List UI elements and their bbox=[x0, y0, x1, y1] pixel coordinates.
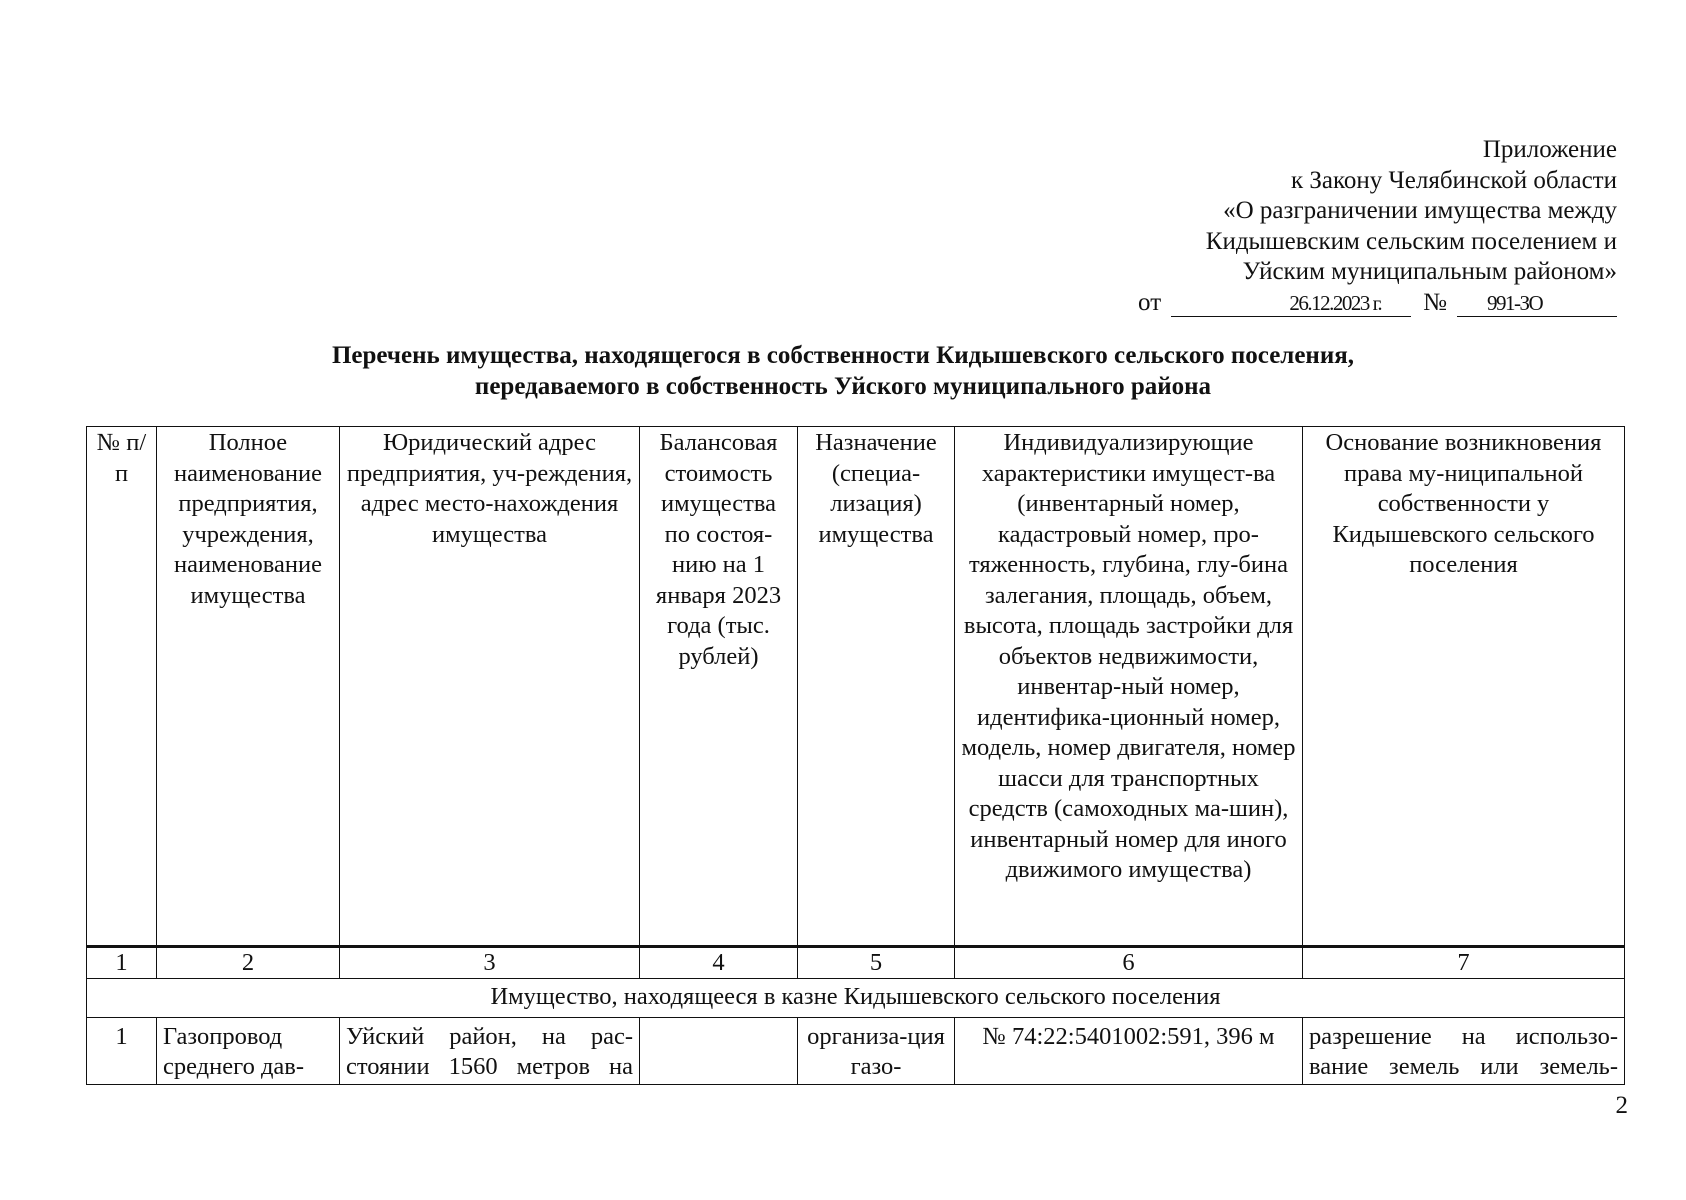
header-cell-purpose: Назначение (специа-лизация) имущества bbox=[798, 427, 955, 947]
title-line-1: Перечень имущества, находящегося в собственности Кидышевского сельского поселения, bbox=[331, 342, 1355, 369]
column-number-row bbox=[87, 947, 1625, 979]
number-sign: № bbox=[1423, 288, 1447, 316]
row-number: 1 bbox=[87, 1017, 157, 1084]
column-number: 6 bbox=[955, 947, 1303, 979]
header-cell-basis: Основание возникновения права му-ниципальной собственности у Кидышевского сельского поселения bbox=[1303, 427, 1625, 947]
appendix-block bbox=[1138, 135, 1617, 318]
header-cell-address: Юридический адрес предприятия, уч-реждения, адрес место-нахождения имущества bbox=[340, 427, 640, 947]
header-cell-number: № п/п bbox=[87, 427, 157, 947]
document-title bbox=[0, 340, 1686, 402]
title-line-2: передаваемого в собственность Уйского муниципального района bbox=[474, 373, 1212, 400]
header-cell-name: Полное наименование предприятия, учреждения, наименование имущества bbox=[157, 427, 340, 947]
appendix-line: «О разграничении имущества между bbox=[1223, 197, 1617, 224]
row-balance bbox=[640, 1017, 798, 1084]
law-number-field: 991-ЗО bbox=[1457, 290, 1617, 317]
column-number: 1 bbox=[87, 947, 157, 979]
property-table bbox=[86, 426, 1625, 1085]
date-prefix: от bbox=[1138, 288, 1162, 316]
row-address: Уйский район, на рас-стоянии 1560 метров на bbox=[340, 1017, 640, 1084]
law-date-field: 26.12.2023 г. bbox=[1171, 290, 1411, 317]
law-date-number-line bbox=[1138, 288, 1617, 319]
row-purpose: организа-ция газо- bbox=[798, 1017, 955, 1084]
row-basis: разрешение на использо-вание земель или земель- bbox=[1303, 1017, 1625, 1084]
column-number: 3 bbox=[340, 947, 640, 979]
column-number: 7 bbox=[1303, 947, 1625, 979]
appendix-line: Приложение bbox=[1482, 136, 1617, 163]
section-title: Имущество, находящееся в казне Кидышевского сельского поселения bbox=[87, 979, 1625, 1018]
table-row bbox=[87, 1017, 1625, 1084]
column-number: 2 bbox=[157, 947, 340, 979]
appendix-line: к Закону Челябинской области bbox=[1291, 166, 1617, 194]
appendix-line: Кидышевским сельским поселением и bbox=[1205, 227, 1617, 255]
page-number: 2 bbox=[1615, 1092, 1628, 1119]
column-number: 5 bbox=[798, 947, 955, 979]
row-characteristics: № 74:22:5401002:591, 396 м bbox=[955, 1017, 1303, 1084]
section-row bbox=[87, 979, 1625, 1018]
header-cell-balance: Балансовая стоимость имущества по состоя-нию на 1 января 2023 года (тыс. рублей) bbox=[640, 427, 798, 947]
row-name: Газопровод среднего дав- bbox=[157, 1017, 340, 1084]
column-number: 4 bbox=[640, 947, 798, 979]
header-cell-characteristics: Индивидуализирующие характеристики имущест-ва (инвентарный номер, кадастровый номер, про-тяженность, глубина, глу-бина залегания, площадь, объем, высота, площадь застройки для объектов недвижимости, инвентар-ный номер, идентифика-ционный номер, модель, номер двигателя, номер шасси для транспортных средств (самоходных ма-шин), инвентарный номер для иного движимого имущества) bbox=[955, 427, 1303, 947]
appendix-line: Уйским муниципальным районом» bbox=[1242, 258, 1617, 285]
table-header-row bbox=[87, 427, 1625, 947]
